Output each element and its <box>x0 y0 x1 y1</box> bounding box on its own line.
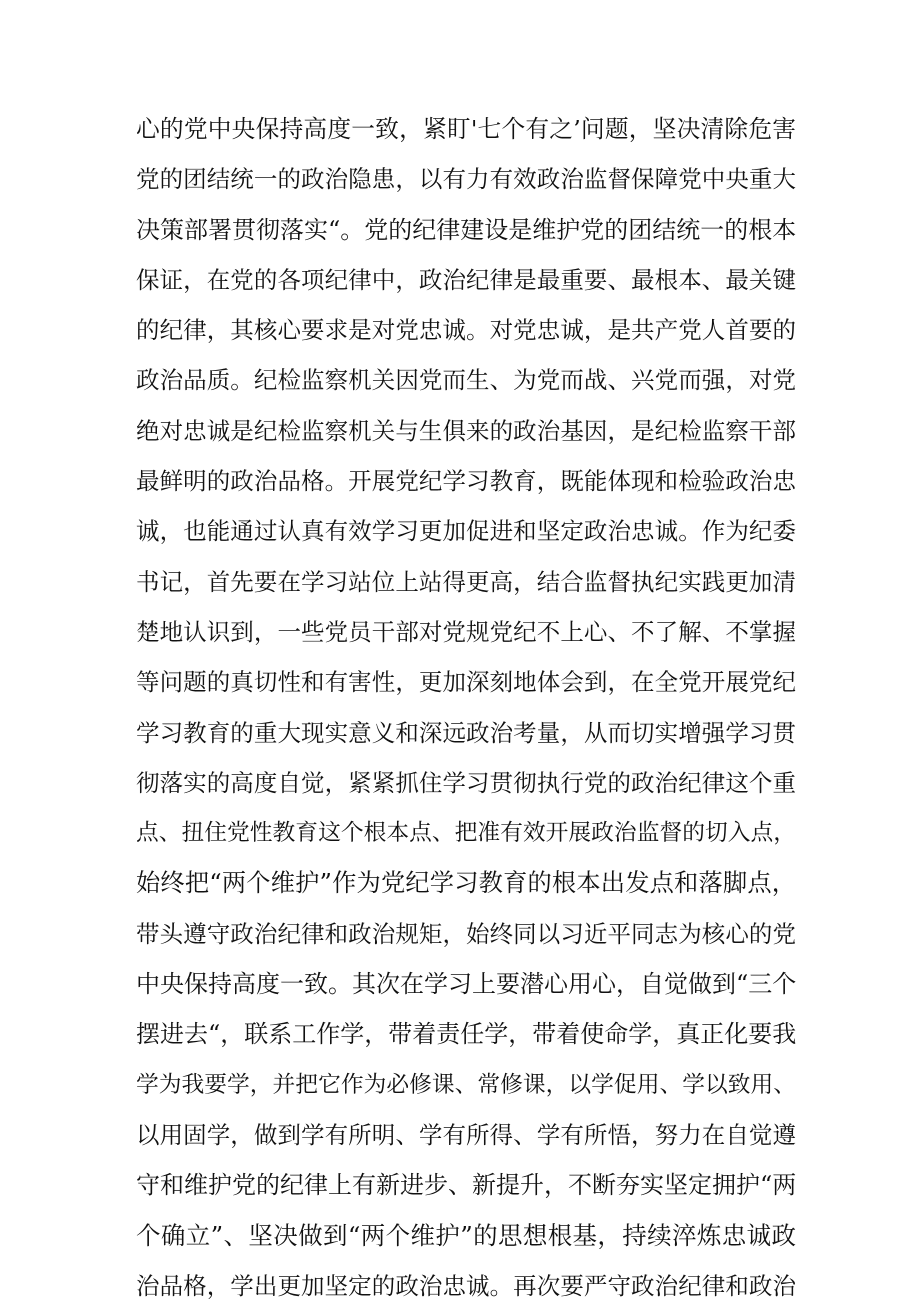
text-line: 摆进去“，联系工作学，带着责任学，带着使命学，真正化要我 <box>136 1020 797 1049</box>
text-line: 保证，在党的各项纪律中，政治纪律是最重要、最根本、最关键 <box>136 265 796 294</box>
text-line: 最鲜明的政治品格。开展党纪学习教育，既能体现和检验政治忠 <box>136 467 796 496</box>
text-line: 决策部署贯彻落实“。党的纪律建设是维护党的团结统一的根本 <box>136 215 797 244</box>
text-line: 等问题的真切性和有害性，更加深刻地体会到，在全党开展党纪 <box>136 668 796 697</box>
body-text <box>136 104 796 1311</box>
text-line: 中央保持高度一致。其次在学习上要潜心用心，自觉做到“三个 <box>136 970 797 999</box>
text-line: 个确立”、坚决做到“两个维护”的思想根基，持续淬炼忠诚政 <box>136 1220 796 1250</box>
text-line: 彻落实的高度自觉，紧紧抓住学习贯彻执行党的政治纪律这个重 <box>136 768 796 797</box>
text-line: 以用固学，做到学有所明、学有所得、学有所悟，努力在自觉遵 <box>136 1120 796 1149</box>
text-line: 心的党中央保持高度一致，紧盯'七个有之’问题，坚决清除危害 <box>136 115 796 143</box>
text-line: 绝对忠诚是纪检监察机关与生俱来的政治基因，是纪检监察干部 <box>136 416 796 445</box>
text-line: 始终把“两个维护”作为党纪学习教育的根本出发点和落脚点， <box>136 868 796 898</box>
text-line: 点、扭住党性教育这个根本点、把准有效开展政治监督的切入点， <box>136 820 796 847</box>
text-line: 学习教育的重大现实意义和深远政治考量，从而切实增强学习贯 <box>136 718 796 747</box>
text-line: 党的团结统一的政治隐患，以有力有效政治监督保障党中央重大 <box>136 165 796 194</box>
text-line: 诚，也能通过认真有效学习更加促进和坚定政治忠诚。作为纪委 <box>136 517 796 546</box>
text-line: 楚地认识到，一些党员干部对党规党纪不上心、不了解、不掌握 <box>136 617 796 646</box>
text-line: 的纪律，其核心要求是对党忠诚。对党忠诚，是共产党人首要的 <box>136 316 796 345</box>
text-line: 政治品质。纪检监察机关因党而生、为党而战、兴党而强，对党 <box>136 366 796 395</box>
text-line: 守和维护党的纪律上有新进步、新提升，不断夯实坚定拥护“两 <box>136 1171 797 1200</box>
text-line: 书记，首先要在学习站位上站得更高，结合监督执纪实践更加清 <box>136 567 796 596</box>
text-line: 带头遵守政治纪律和政治规矩，始终同以习近平同志为核心的党 <box>136 919 796 948</box>
text-line: 治品格，学出更加坚定的政治忠诚。再次要严守政治纪律和政治 <box>136 1271 796 1300</box>
text-line: 学为我要学，并把它作为必修课、常修课，以学促用、学以致用、 <box>136 1071 796 1098</box>
